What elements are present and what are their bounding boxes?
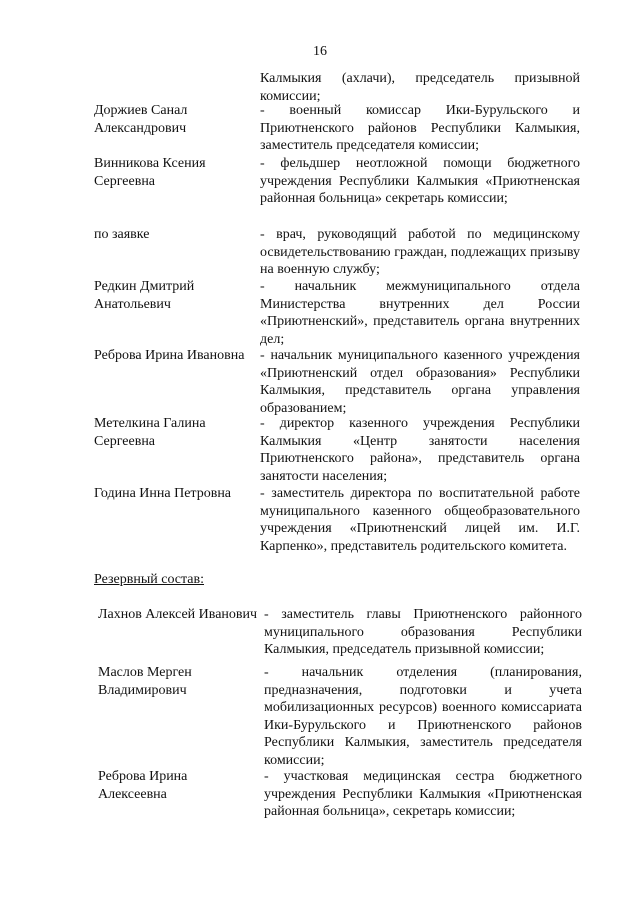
page-number: 16 [313, 44, 327, 59]
member-name: Лахнов Алексей Иванович [98, 607, 258, 622]
member-name: Реброва Ирина Ивановна [94, 348, 245, 363]
member-description: - заместитель директора по воспитательной работе муниципального казенного общеобразовательного учреждения «Приютненский лицей им. И.Г. Карпенко», представитель родительского комитета. [260, 486, 580, 554]
member-description: Калмыкия (ахлачи), председатель призывной комиссии; [260, 71, 580, 104]
member-description: - врач, руководящий работой по медицинскому освидетельствованию граждан, подлежащих призыву на военную службу; [260, 227, 580, 277]
reserve-section-heading: Резервный состав: [94, 572, 205, 587]
member-description: - фельдшер неотложной помощи бюджетного учреждения Республики Калмыкия «Приютненская районная больница» секретарь комиссии; [260, 156, 580, 206]
member-description: - директор казенного учреждения Республики Калмыкия «Центр занятости населения Приютненского района», представитель органа занятости населения; [260, 416, 580, 484]
member-description: - начальник межмуниципального отдела Министерства внутренних дел России «Приютненский», представитель органа внутренних дел; [260, 279, 580, 347]
member-description: - военный комиссар Ики-Бурульского и Приютненского районов Республики Калмыкия, заместитель председателя комиссии; [260, 103, 580, 153]
member-name: по заявке [94, 227, 150, 242]
member-name: Маслов Мерген Владимирович [98, 665, 192, 698]
member-name: Година Инна Петровна [94, 486, 232, 501]
member-name: Винникова Ксения Сергеевна [94, 156, 206, 189]
member-name: Метелкина Галина Сергеевна [94, 416, 206, 449]
member-description: - начальник отделения (планирования, предназначения, подготовки и учета мобилизационных ресурсов) военного комиссариата Ики-Бурульского и Приютненского районов Республики Калмыкия, заместитель председателя комиссии; [264, 665, 582, 768]
member-description: - заместитель главы Приютненского районного муниципального образования Республики Калмыкия, председатель призывной комиссии; [264, 607, 582, 657]
member-description: - участковая медицинская сестра бюджетного учреждения Республики Калмыкия «Приютненская районная больница», секретарь комиссии; [264, 769, 582, 819]
member-name: Доржиев Санал Александрович [94, 103, 188, 136]
member-description: - начальник муниципального казенного учреждения «Приютненский отдел образования» Республики Калмыкия, представитель органа управления образованием; [260, 348, 580, 416]
member-name: Реброва Ирина Алексеевна [98, 769, 188, 802]
member-name: Редкин Дмитрий Анатольевич [94, 279, 195, 312]
